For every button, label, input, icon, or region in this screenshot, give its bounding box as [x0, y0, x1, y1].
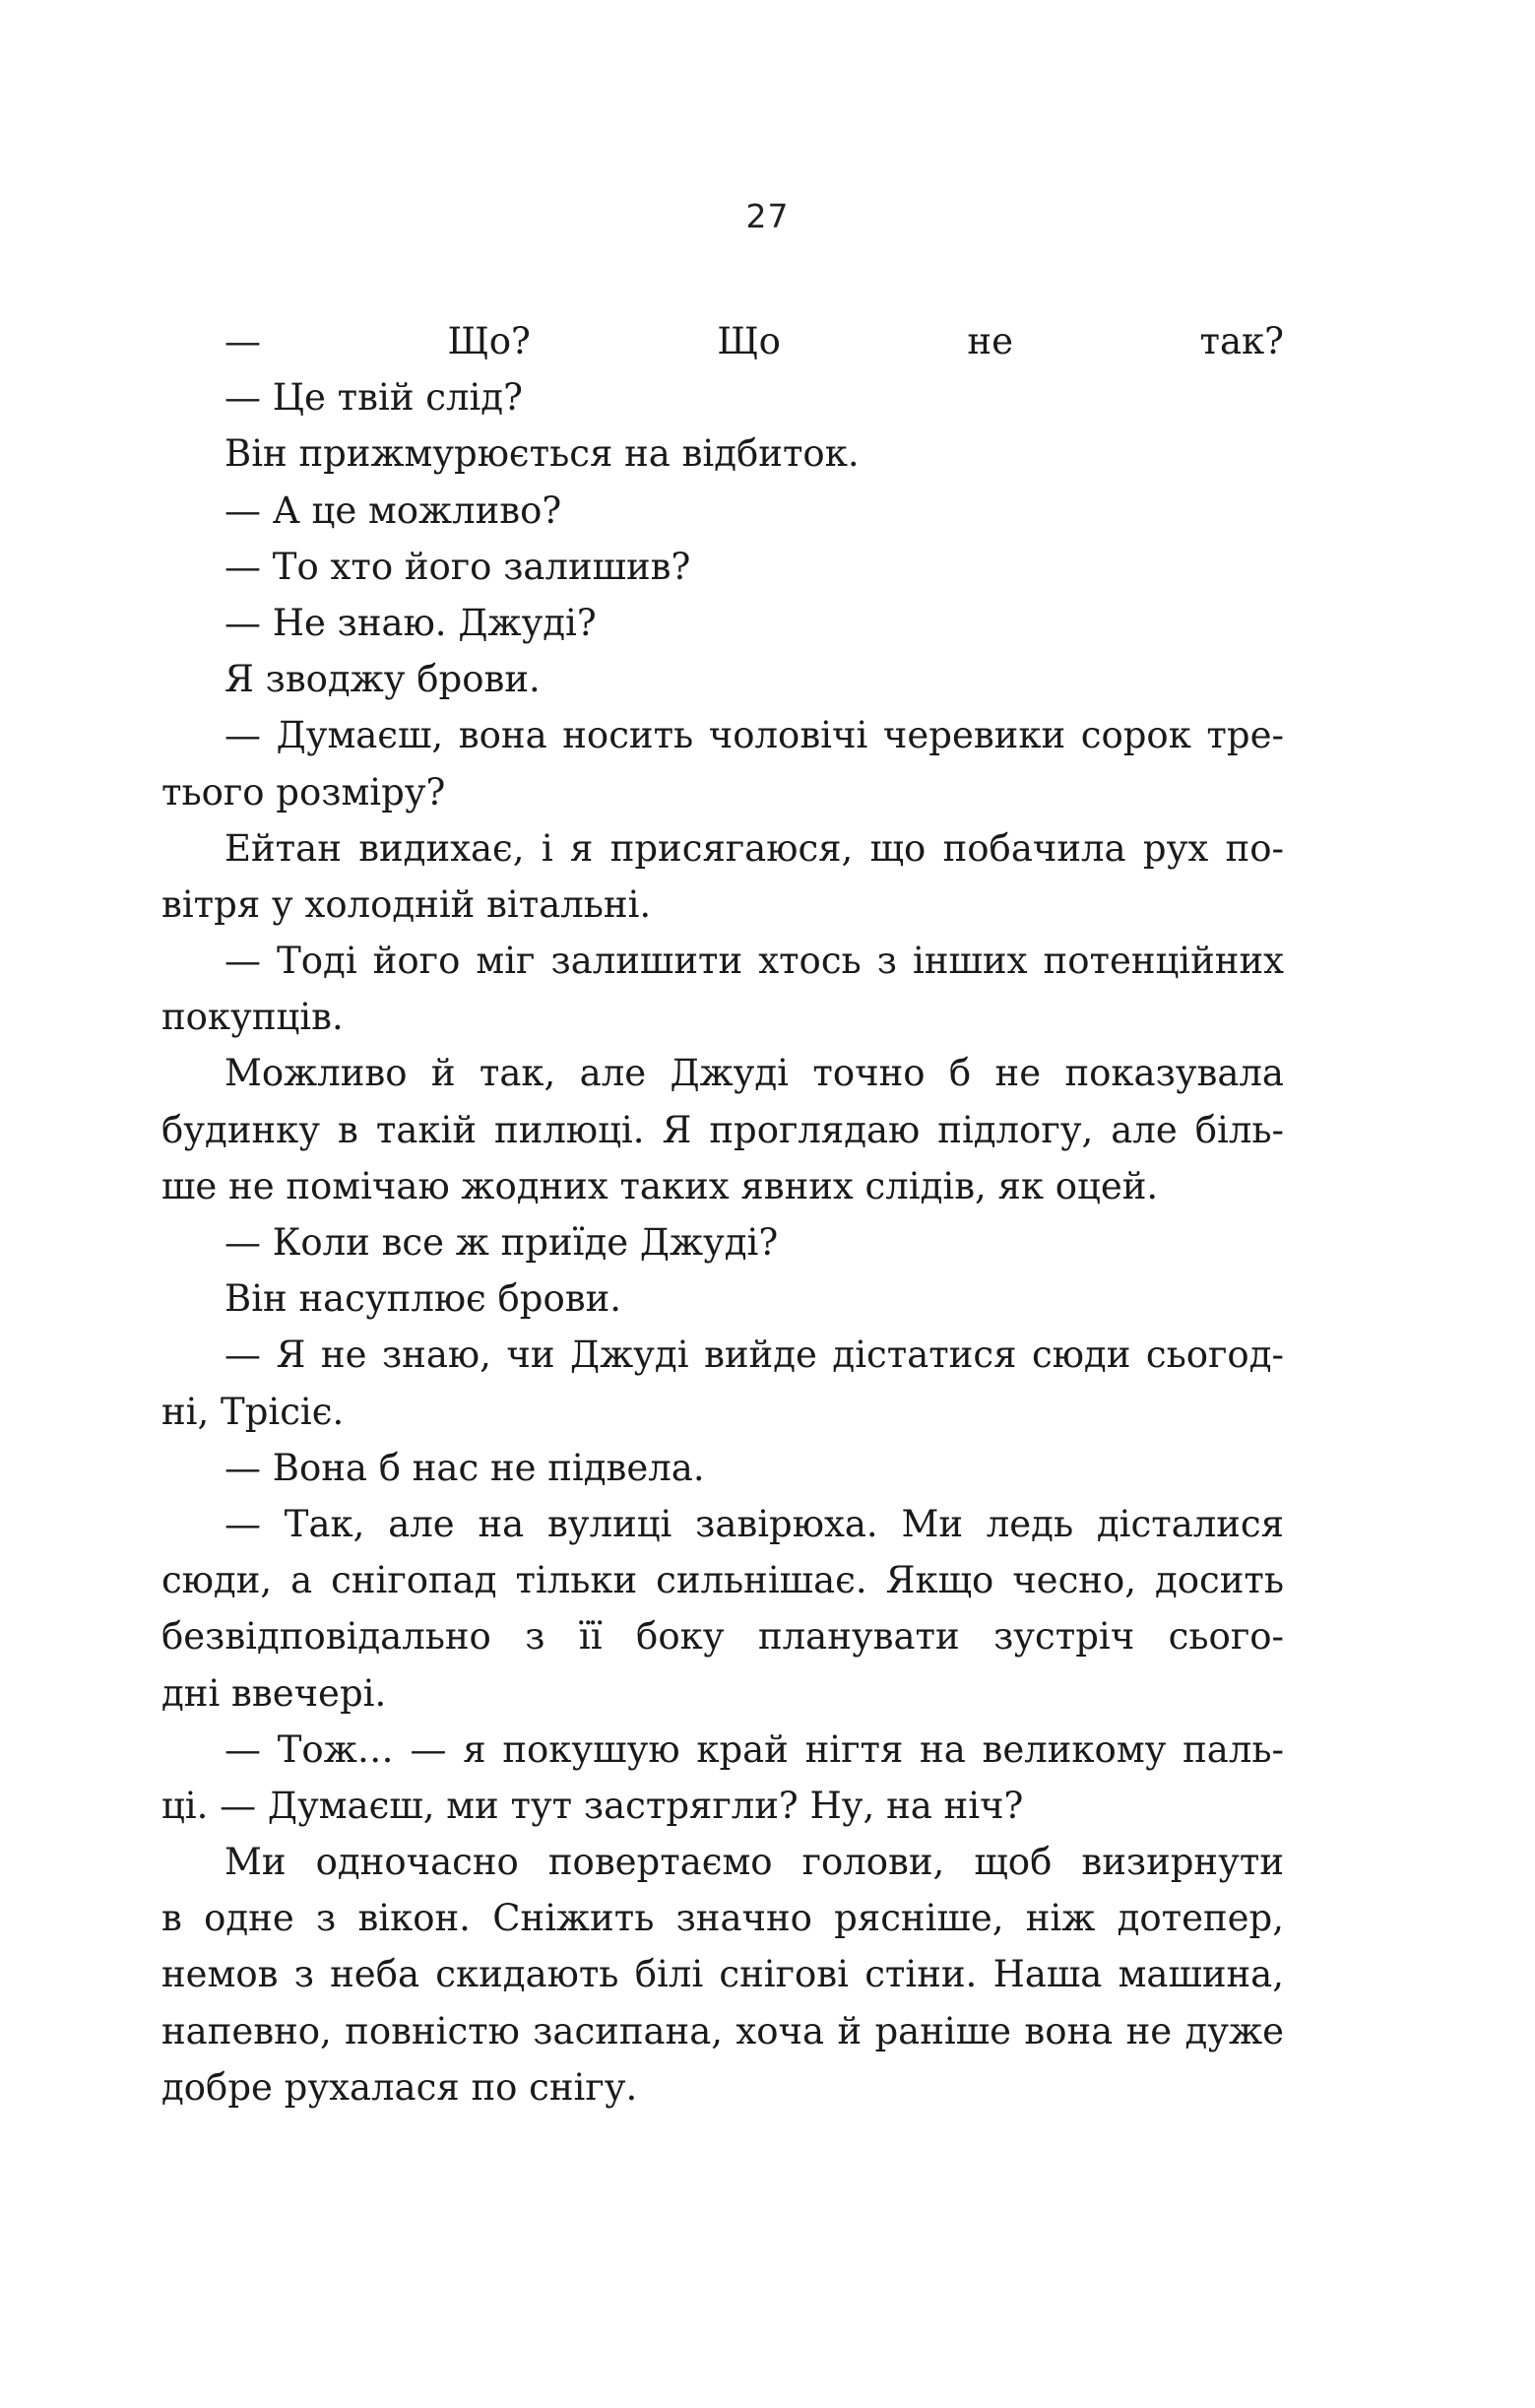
text-line: Можливо й так, але Джуді точно б не показувала [224, 1052, 1284, 1095]
text-line: — Так, але на вулиці завірюха. Ми ледь дісталися [224, 1502, 1284, 1545]
text-line: — Це твій слід? [224, 376, 523, 420]
text-line: тього розміру? [161, 770, 446, 814]
text-line: — Я не знаю, чи Джуді вийде дістатися сюди сьогод- [224, 1334, 1284, 1377]
text-line: Ейтан видихає, і я присягаюся, що побачила рух по- [224, 826, 1284, 870]
text-line: вітря у холодній вітальні. [161, 882, 652, 926]
text-line: ні, Трісіє. [161, 1390, 345, 1433]
text-line: Він насуплює брови. [224, 1277, 622, 1321]
text-line: — Тож… — я покушую край нігтя на великому паль- [224, 1727, 1284, 1771]
text-line: Він прижмурюється на відбиток. [224, 432, 860, 476]
body-text [161, 313, 1284, 2115]
text-line: Я зводжу брови. [224, 658, 541, 701]
text-line: ше не помічаю жодних таких явних слідів, як оцей. [161, 1164, 1159, 1207]
text-line: дні ввечері. [161, 1671, 387, 1715]
text-line: Ми одночасно повертаємо голови, щоб визирнути [224, 1841, 1284, 1884]
text-line: добре рухалася по снігу. [161, 2065, 638, 2109]
text-line: в одне з вікон. Сніжить значно рясніше, ніж дотепер, [161, 1897, 1284, 1940]
text-line: напевно, повністю засипана, хоча й раніше вона не дуже [161, 2009, 1284, 2052]
text-line: — Коли все ж приїде Джуді? [224, 1221, 779, 1264]
page-number: 27 [745, 197, 790, 235]
text-line: — Тоді його міг залишити хтось з інших потенційних [224, 940, 1284, 983]
text-line: — Не знаю. Джуді? [224, 601, 597, 644]
text-line: — А це можливо? [224, 488, 562, 532]
text-line: ці. — Думаєш, ми тут застрягли? Ну, на ніч? [161, 1784, 1024, 1827]
text-line: — Думаєш, вона носить чоловічі черевики сорок тре- [224, 714, 1284, 757]
text-line: покупців. [161, 996, 344, 1039]
text-line: сюди, а снігопад тільки сильнішає. Якщо чесно, досить [161, 1559, 1284, 1602]
text-line: — Вона б нас не підвела. [224, 1446, 705, 1489]
text-line: будинку в такій пилюці. Я проглядаю підлогу, але біль- [161, 1108, 1284, 1151]
text-line: — Що? Що не так? [224, 320, 1284, 362]
text-line: безвідповідально з її боку планувати зустріч сього- [161, 1615, 1284, 1659]
text-line: немов з неба скидають білі снігові стіни. Наша машина, [161, 1953, 1284, 1996]
text-line: — То хто його залишив? [224, 545, 691, 588]
